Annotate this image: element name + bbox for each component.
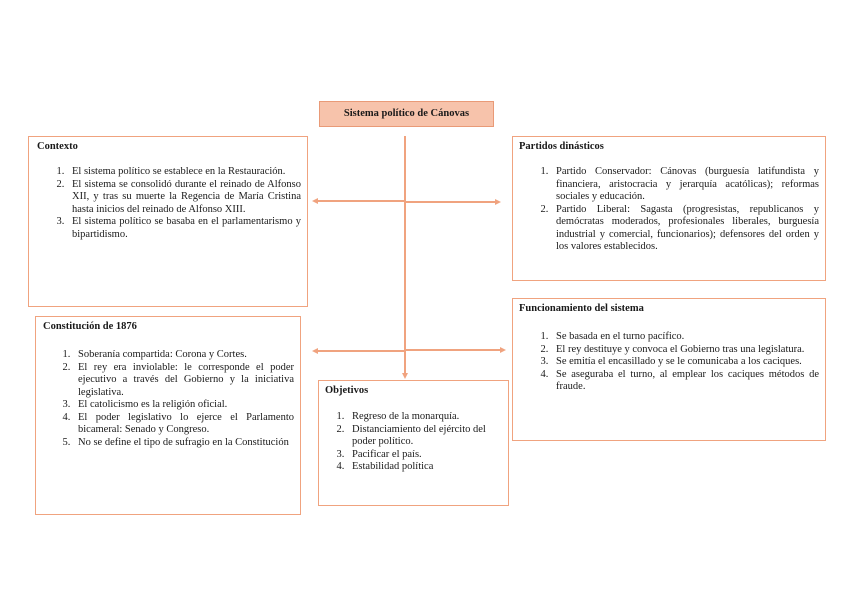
contexto-box — [28, 136, 308, 307]
objetivos-list — [325, 411, 502, 474]
list-item: 4. El poder legislativo lo ejerce el Parlamento bicameral: Senado y Congreso. — [73, 412, 294, 437]
list-item: 2. Distanciamiento del ejército del poder político. — [347, 424, 502, 449]
objetivos-heading: Objetivos — [325, 385, 369, 396]
list-item: 5. No se define el tipo de sufragio en la Constitución — [73, 437, 294, 450]
list-item: 1. El sistema político se establece en la Restauración. — [67, 166, 301, 179]
objetivos-box — [318, 380, 509, 506]
funcionamiento-list — [519, 331, 819, 394]
list-item: 2. El rey era inviolable: le corresponde el poder ejecutivo a través del Gobierno y la iniciativa legislativa. — [73, 362, 294, 400]
list-item: 4. Estabilidad política — [347, 461, 502, 474]
list-item: 3. El catolicismo es la religión oficial. — [73, 399, 294, 412]
funcionamiento-box — [512, 298, 826, 441]
list-item: 3. Pacificar el país. — [347, 449, 502, 462]
objetivos-arrowhead — [402, 373, 408, 379]
constitucion-arrowhead — [312, 348, 318, 354]
connector-funcionamiento — [405, 349, 500, 351]
list-item: 1. Soberanía compartida: Corona y Cortes. — [73, 349, 294, 362]
contexto-list — [37, 166, 301, 241]
connector-constitucion — [318, 350, 404, 352]
constitucion-heading: Constitución de 1876 — [43, 321, 137, 332]
list-item: 2. Partido Liberal: Sagasta (progresistas, republicanos y demócratas moderados, profesionales liberales, burguesía industrial y comercial, funcionarios); defensores del orden y los valores establecidos. — [551, 204, 819, 254]
list-item: 1. Partido Conservador: Cánovas (burguesía latifundista y financiera, aristocracia y jerarquía acatólicas); reformas sociales y educación. — [551, 166, 819, 204]
list-item: 1. Se basada en el turno pacífico. — [551, 331, 819, 344]
connector-partidos — [405, 201, 495, 203]
funcionamiento-heading: Funcionamiento del sistema — [519, 303, 644, 314]
main-vertical-connector — [404, 136, 406, 373]
contexto-heading: Contexto — [37, 141, 78, 152]
partidos-heading: Partidos dinásticos — [519, 141, 604, 152]
constitucion-list — [43, 349, 294, 449]
list-item: 3. Se emitía el encasillado y se le comunicaba a los caciques. — [551, 356, 819, 369]
funcionamiento-arrowhead — [500, 347, 506, 353]
partidos-list — [519, 166, 819, 254]
list-item: 2. El sistema se consolidó durante el reinado de Alfonso XII, y tras su muerte la Regencia de María Cristina hasta inicios del reinado de Alfonso XIII. — [67, 179, 301, 217]
list-item: 1. Regreso de la monarquía. — [347, 411, 502, 424]
connector-contexto — [318, 200, 404, 202]
contexto-arrowhead — [312, 198, 318, 204]
list-item: 4. Se aseguraba el turno, al emplear los caciques métodos de fraude. — [551, 369, 819, 394]
list-item: 2. El rey destituye y convoca el Gobierno tras una legislatura. — [551, 344, 819, 357]
partidos-box — [512, 136, 826, 281]
partidos-arrowhead — [495, 199, 501, 205]
list-item: 3. El sistema político se basaba en el parlamentarismo y bipartidismo. — [67, 216, 301, 241]
constitucion-box — [35, 316, 301, 515]
diagram-title: Sistema político de Cánovas — [319, 101, 494, 127]
